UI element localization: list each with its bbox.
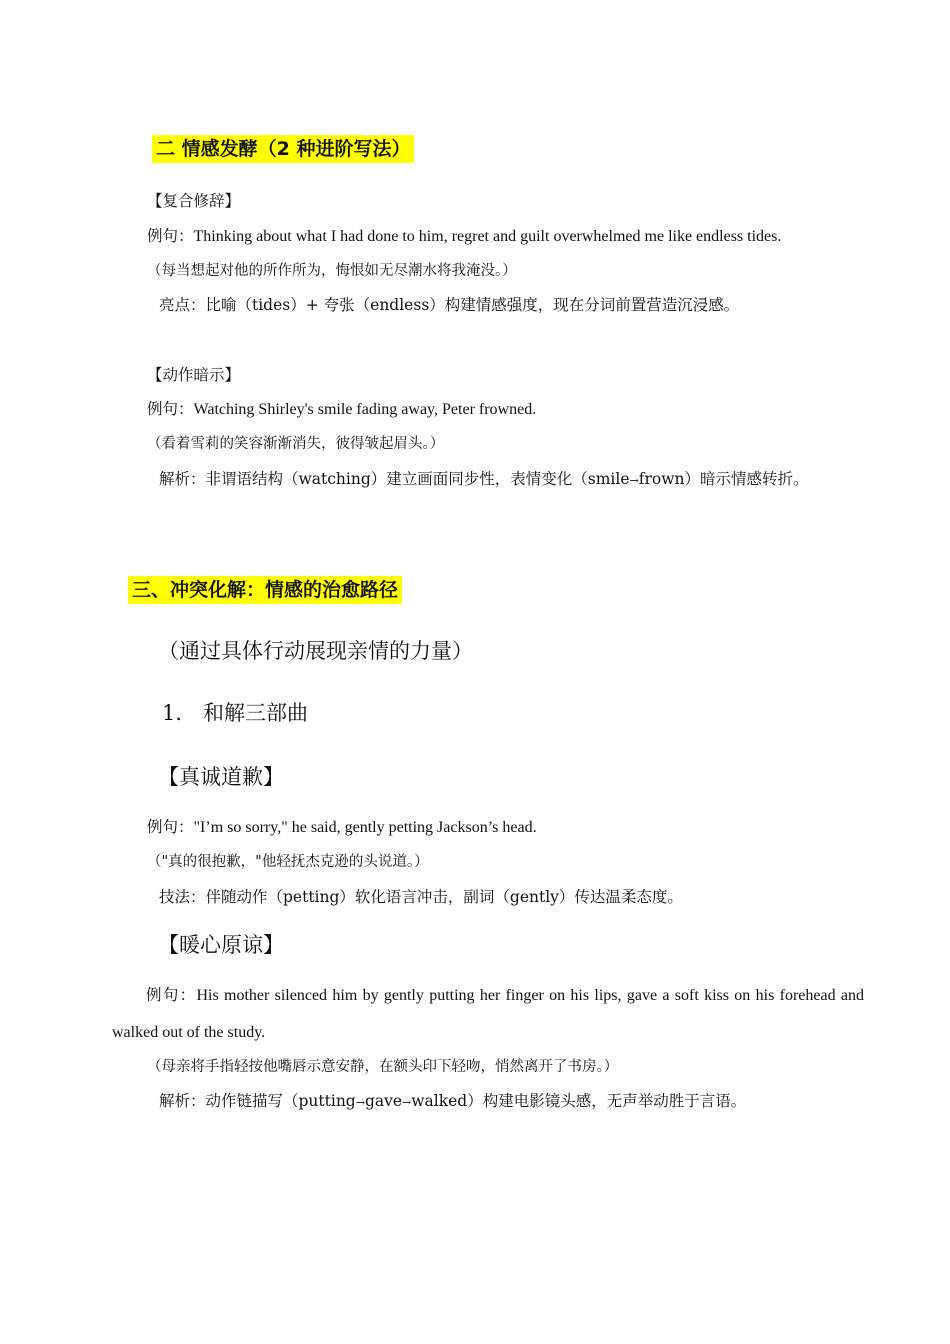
note-2 [159,469,808,491]
example-label: 例句： [146,986,197,1004]
section-2-heading: 二 情感发酵（2 种进阶写法） [152,135,414,163]
list-item-1: 1． 和解三部曲 [162,701,309,725]
note-text: 解析：非谓语结构（watching）建立画面同步性，表情变化（smile [159,470,630,488]
example-sentence: Watching Shirley's smile fading away, Peter frowned. [193,401,537,418]
arrow-icon: → [355,1096,365,1109]
note-4 [159,1091,746,1113]
translation-4: （母亲将手指轻按他嘴唇示意安静，在额头印下轻吻，悄然离开了书房。） [147,1059,619,1075]
note-3: 技法：伴随动作（petting）软化语言冲击，副词（gently）传达温柔态度。 [159,888,683,906]
example-2 [147,399,536,420]
example-3 [147,817,537,838]
arrow-icon: → [402,1096,412,1109]
note-text: frown）暗示情感转折。 [638,470,809,488]
action-hint-tag: 【动作暗示】 [147,366,241,384]
translation-1: （每当想起对他的所作所为，悔恨如无尽潮水将我淹没。） [147,263,517,279]
example-4 [112,977,864,1051]
example-label: 例句： [147,818,194,836]
example-1 [147,226,781,247]
translation-3: （"真的很抱歉，"他轻抚杰克逊的头说道。） [147,854,429,870]
note-text: gave [364,1092,403,1110]
arrow-icon: → [629,474,639,487]
example-sentence: "I’m so sorry," he said, gently petting Jackson’s head. [193,819,537,836]
translation-2: （看着雪莉的笑容渐渐消失，彼得皱起眉头。） [147,436,445,452]
section-3-subtitle: （通过具体行动展现亲情的力量） [158,639,473,663]
example-label: 例句： [147,227,194,245]
example-label: 例句： [147,400,194,418]
note-1: 亮点：比喻（tides）+ 夸张（endless）构建情感强度，现在分词前置营造沉浸感。 [159,296,740,314]
rhetoric-tag: 【复合修辞】 [147,192,241,210]
example-sentence: Thinking about what I had done to him, regret and guilt overwhelmed me like endless tides. [193,228,782,245]
forgiveness-tag: 【暖心原谅】 [158,933,284,957]
apology-tag: 【真诚道歉】 [158,765,284,789]
note-text: 解析：动作链描写（putting [159,1092,356,1110]
section-3-heading: 三、冲突化解：情感的治愈路径 [128,576,402,604]
example-sentence: His mother silenced him by gently putting her finger on his lips, gave a soft kiss on his forehead and walked out of the study. [112,987,864,1041]
note-text: walked）构建电影镜头感，无声举动胜于言语。 [411,1092,747,1110]
